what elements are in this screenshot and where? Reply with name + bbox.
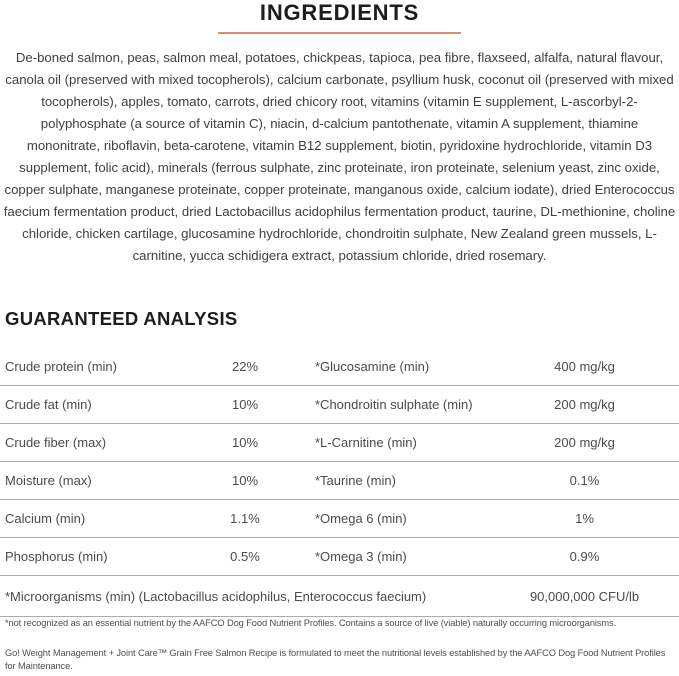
- table-row-moisture: [0, 462, 679, 500]
- nutrient-value-right: 200 mg/kg: [554, 435, 615, 450]
- table-row-crude-fiber: [0, 424, 679, 462]
- title-underline-rule: [218, 32, 461, 34]
- nutrient-value-right: 400 mg/kg: [554, 359, 615, 374]
- nutrient-label-right: *Taurine (min): [315, 473, 396, 488]
- nutrient-label-left: Crude fiber (max): [5, 435, 107, 450]
- nutrient-value-microorganisms: 90,000,000 CFU/lb: [529, 588, 640, 604]
- nutrient-value-right: 200 mg/kg: [554, 397, 615, 412]
- nutrient-label-right: *Chondroitin sulphate (min): [315, 397, 473, 412]
- nutrient-value-left: 0.5%: [230, 549, 260, 564]
- guaranteed-analysis-title: GUARANTEED ANALYSIS: [5, 308, 238, 329]
- nutrient-label-left: Crude fat (min): [5, 397, 92, 412]
- nutrient-label-left: Crude protein (min): [5, 359, 117, 374]
- nutrient-value-right: 1%: [575, 511, 594, 526]
- ingredients-paragraph: De-boned salmon, peas, salmon meal, potatoes, chickpeas, tapioca, pea fibre, flaxseed, alfalfa, natural flavour, canola oil (preserved with mixed tocopherols), calcium carbonate, psyllium husk, coconut oil (preserved with mixed tocopherols), apples, tomato, carrots, dried chicory root, vitamins (vitamin E supplement, L-ascorbyl-2-polyphosphate (a source of vitamin C), niacin, d-calcium pantothenate, vitamin A supplement, thiamine mononitrate, riboflavin, beta-carotene, vitamin B12 supplement, biotin, pyridoxine hydrochloride, vitamin D3 supplement, folic acid), minerals (ferrous sulphate, zinc proteinate, iron proteinate, selenium yeast, zinc oxide, copper sulphate, manganese proteinate, copper proteinate, manganous oxide, calcium iodate), dried Enterococcus faecium fermentation product, dried Lactobacillus acidophilus fermentation product, taurine, DL-methionine, choline chloride, chicken cartilage, glucosamine hydrochloride, chondroitin sulphate, New Zealand green mussels, L-carnitine, yucca schidigera extract, potassium chloride, dried rosemary.: [3, 50, 676, 263]
- nutrient-label-left: Calcium (min): [5, 511, 86, 526]
- table-row-crude-protein: [0, 348, 679, 386]
- ingredients-title: INGREDIENTS: [259, 0, 420, 25]
- nutrient-value-left: 10%: [231, 473, 259, 488]
- nutrient-label-microorganisms: *Microorganisms (min) (Lactobacillus acidophilus, Enterococcus faecium): [5, 588, 427, 604]
- nutrient-label-left: Phosphorus (min): [5, 549, 108, 564]
- nutrient-value-left: 10%: [231, 397, 259, 412]
- nutrient-value-left: 10%: [231, 435, 259, 450]
- nutrient-label-right: *Glucosamine (min): [315, 359, 430, 374]
- table-row-microorganisms: [0, 576, 679, 617]
- table-row-crude-fat: [0, 386, 679, 424]
- nutrient-label-left: Moisture (max): [5, 473, 92, 488]
- guaranteed-analysis-table: [0, 348, 679, 617]
- nutrient-value-right: 0.9%: [569, 549, 600, 564]
- table-row-calcium: [0, 500, 679, 538]
- nutrient-label-right: *Omega 3 (min): [315, 549, 407, 564]
- nutrient-value-left: 1.1%: [230, 511, 260, 526]
- nutrient-label-right: *Omega 6 (min): [315, 511, 407, 526]
- nutrient-value-right: 0.1%: [569, 473, 600, 488]
- asterisk-footnote: *not recognized as an essential nutrient by the AAFCO Dog Food Nutrient Profiles. Contains a source of live (viable) naturally occurring microorganisms.: [5, 618, 617, 628]
- nutrient-value-left: 22%: [231, 359, 259, 374]
- aafco-statement-footnote: Go! Weight Management + Joint Care™ Grain Free Salmon Recipe is formulated to meet the nutritional levels established by the AAFCO Dog Food Nutrient Profiles for Maintenance.: [5, 648, 666, 671]
- table-row-phosphorus: [0, 538, 679, 576]
- nutrient-label-right: *L-Carnitine (min): [315, 435, 417, 450]
